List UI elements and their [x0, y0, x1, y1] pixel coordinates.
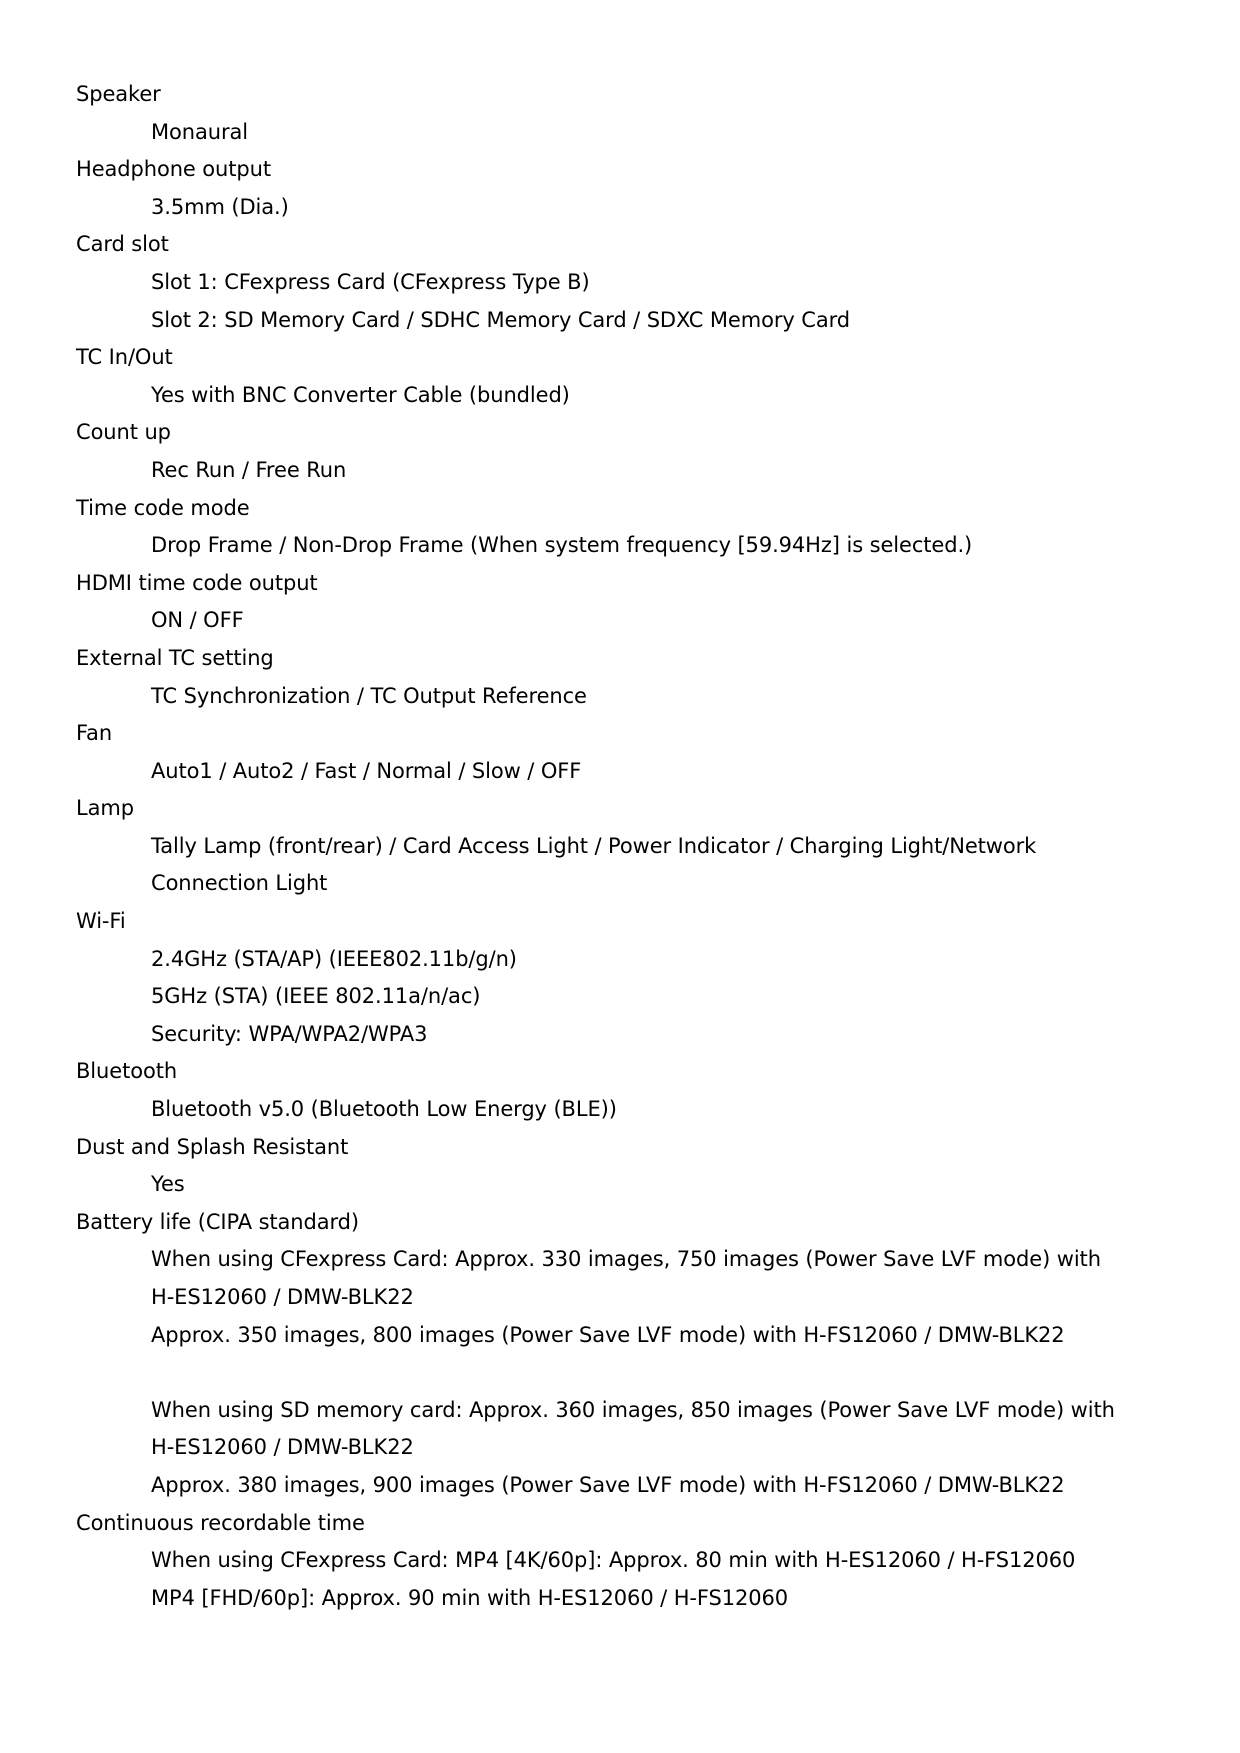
- spec-label: Count up: [76, 420, 171, 445]
- spec-item: [76, 1204, 1186, 1505]
- spec-value: ON / OFF: [151, 608, 244, 633]
- spec-document: [76, 76, 1186, 1617]
- spec-value: Bluetooth v5.0 (Bluetooth Low Energy (BLE)): [151, 1097, 617, 1122]
- spec-item: [76, 1505, 1186, 1618]
- spec-item: [76, 76, 1186, 151]
- spec-item: [76, 490, 1186, 565]
- spec-value: When using SD memory card: Approx. 360 images, 850 images (Power Save LVF mode) with: [151, 1397, 1115, 1422]
- spec-value: Monaural: [151, 119, 248, 144]
- spec-value: Auto1 / Auto2 / Fast / Normal / Slow / OFF: [151, 758, 582, 783]
- spec-value: Connection Light: [151, 871, 328, 896]
- spec-value: H-ES12060 / DMW-BLK22: [151, 1285, 414, 1309]
- spec-label: Battery life (CIPA standard): [76, 1209, 360, 1234]
- spec-item: [76, 226, 1186, 339]
- spec-value: Tally Lamp (front/rear) / Card Access Light / Power Indicator / Charging Light/Network: [151, 833, 1037, 858]
- spec-value-blank-line: [76, 1354, 1186, 1392]
- spec-value: 2.4GHz (STA/AP) (IEEE802.11b/g/n): [151, 946, 517, 971]
- spec-label: Bluetooth: [76, 1059, 178, 1084]
- spec-value: Security: WPA/WPA2/WPA3: [151, 1021, 428, 1046]
- spec-label: External TC setting: [76, 645, 274, 670]
- spec-label: Card slot: [76, 232, 169, 257]
- spec-value: Approx. 350 images, 800 images (Power Save LVF mode) with H-FS12060 / DMW-BLK22: [151, 1322, 1065, 1347]
- spec-label: Fan: [76, 721, 113, 746]
- spec-item: [76, 715, 1186, 790]
- spec-item: [76, 640, 1186, 715]
- spec-label: HDMI time code output: [76, 570, 318, 595]
- spec-value: Drop Frame / Non-Drop Frame (When system frequency [59.94Hz] is selected.): [151, 533, 973, 558]
- spec-value: Yes: [151, 1172, 185, 1197]
- spec-label: Time code mode: [76, 495, 250, 520]
- spec-item: [76, 903, 1186, 1053]
- spec-value: Rec Run / Free Run: [151, 457, 347, 482]
- spec-item: [76, 339, 1186, 414]
- spec-label: Wi-Fi: [76, 909, 126, 934]
- spec-value: H-ES12060 / DMW-BLK22: [151, 1435, 414, 1460]
- spec-value: Yes with BNC Converter Cable (bundled): [151, 382, 570, 407]
- spec-value: When using CFexpress Card: MP4 [4K/60p]: Approx. 80 min with H-ES12060 / H-FS12060: [151, 1548, 1076, 1573]
- spec-value: Slot 1: CFexpress Card (CFexpress Type B): [151, 269, 590, 294]
- spec-value: MP4 [FHD/60p]: Approx. 90 min with H-ES12060 / H-FS12060: [151, 1585, 789, 1610]
- spec-item: [76, 151, 1186, 226]
- spec-value: When using CFexpress Card: Approx. 330 images, 750 images (Power Save LVF mode) with: [151, 1247, 1101, 1272]
- spec-item: [76, 565, 1186, 640]
- spec-label: TC In/Out: [76, 345, 173, 370]
- spec-item: [76, 414, 1186, 489]
- spec-item: [76, 1053, 1186, 1128]
- spec-label: Speaker: [76, 82, 161, 106]
- spec-value: Slot 2: SD Memory Card / SDHC Memory Card / SDXC Memory Card: [151, 307, 851, 332]
- spec-item: [76, 1129, 1186, 1204]
- spec-value: Approx. 380 images, 900 images (Power Save LVF mode) with H-FS12060 / DMW-BLK22: [151, 1472, 1065, 1497]
- spec-label: Dust and Splash Resistant: [76, 1134, 349, 1159]
- spec-item: [76, 790, 1186, 903]
- spec-value: 3.5mm (Dia.): [151, 194, 289, 219]
- spec-label: Lamp: [76, 796, 134, 821]
- spec-label: Headphone output: [76, 157, 271, 182]
- spec-value: 5GHz (STA) (IEEE 802.11a/n/ac): [151, 984, 481, 1009]
- spec-value: TC Synchronization / TC Output Reference: [151, 683, 587, 708]
- spec-label: Continuous recordable time: [76, 1510, 365, 1535]
